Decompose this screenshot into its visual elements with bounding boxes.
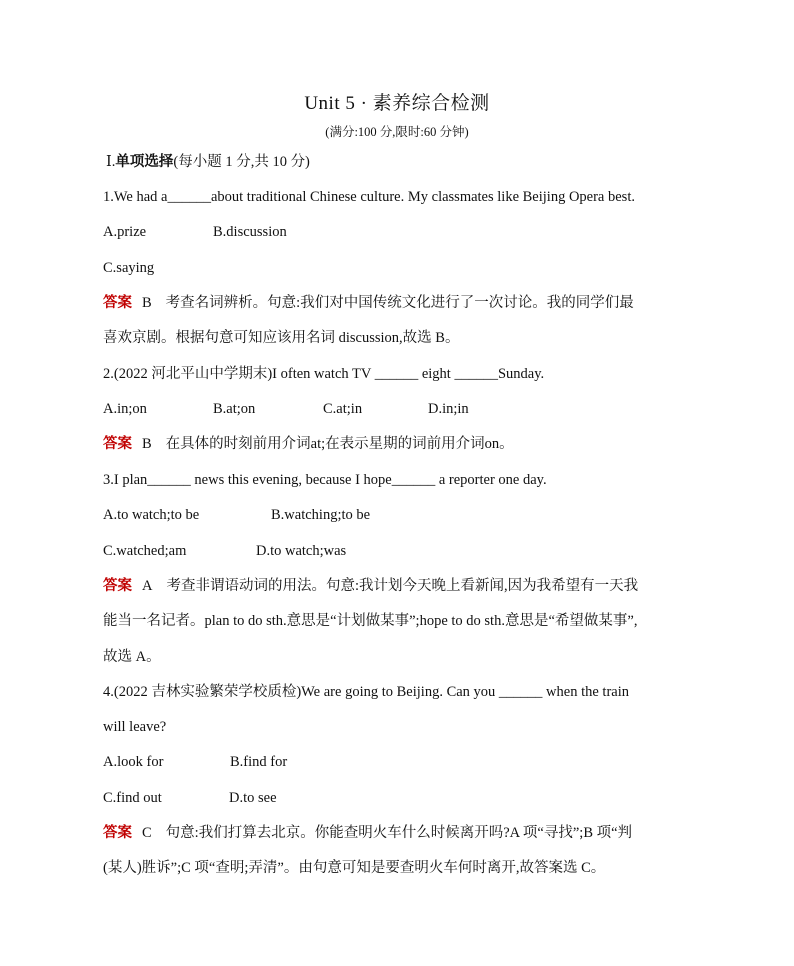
explanation-text: 考查非谓语动词的用法。句意:我计划今天晚上看新闻,因为我希望有一天我	[166, 578, 639, 594]
question-1-stem: 1.We had a______about traditional Chinese culture. My classmates like Beijing Opera best.	[103, 189, 635, 205]
answer-1-line-1	[103, 293, 634, 313]
answer-letter: C	[142, 825, 152, 841]
option-b: B.find for	[230, 754, 288, 770]
option-b: B.discussion	[213, 224, 287, 240]
question-4-options-row-1	[103, 752, 287, 772]
answer-3-line-3: 故选 A。	[103, 649, 161, 665]
question-1-options-row-2	[103, 258, 154, 278]
section-note: (每小题 1 分,共 10 分)	[173, 154, 310, 170]
explanation-text: 在具体的时刻前用介词at;在表示星期的词前用介词on。	[165, 436, 514, 452]
option-c: C.saying	[103, 260, 155, 276]
answer-letter: B	[142, 295, 152, 311]
question-2-options	[103, 399, 469, 419]
page-subtitle: (满分:100 分,限时:60 分钟)	[325, 125, 469, 139]
section-numeral: Ⅰ.	[106, 154, 116, 170]
option-a: A.in;on	[103, 401, 147, 417]
answer-4-line-1	[103, 823, 632, 843]
option-a: A.to watch;to be	[103, 507, 200, 523]
explanation-text: 句意:我们打算去北京。你能查明火车什么时候离开吗?A 项“寻找”;B 项“判	[165, 825, 633, 841]
section-title: 单项选择	[115, 154, 174, 170]
section-heading	[106, 152, 310, 172]
option-b: B.at;on	[213, 401, 256, 417]
option-a: A.prize	[103, 224, 147, 240]
answer-3-line-2: 能当一名记者。plan to do sth.意思是“计划做某事”;hope to do sth.意思是“希望做某事”,	[103, 613, 638, 629]
option-c: C.find out	[103, 790, 162, 806]
answer-letter: A	[142, 578, 153, 594]
answer-label: 答案	[103, 295, 132, 311]
question-2-stem: 2.(2022 河北平山中学期末)I often watch TV ______ eight ______Sunday.	[103, 366, 545, 382]
option-c: C.watched;am	[103, 543, 187, 559]
option-a: A.look for	[103, 754, 164, 770]
answer-1-line-2: 喜欢京剧。根据句意可知应该用名词 discussion,故选 B。	[103, 330, 460, 346]
answer-label: 答案	[103, 578, 132, 594]
question-4-stem-line-2: will leave?	[103, 719, 167, 735]
option-d: D.to see	[229, 790, 277, 806]
question-3-options-row-1	[103, 505, 370, 525]
question-3-options-row-2	[103, 541, 346, 561]
answer-label: 答案	[103, 825, 132, 841]
answer-3-line-1	[103, 576, 638, 596]
option-c: C.at;in	[323, 401, 363, 417]
page-title: Unit 5 · 素养综合检测	[304, 93, 490, 114]
question-4-stem-line-1: 4.(2022 吉林实验繁荣学校质检)We are going to Beijing. Can you ______ when the train	[103, 684, 629, 700]
option-d: D.to watch;was	[256, 543, 347, 559]
question-3-stem: 3.I plan______ news this evening, because I hope______ a reporter one day.	[103, 472, 547, 488]
option-d: D.in;in	[428, 401, 469, 417]
answer-4-line-2: (某人)胜诉”;C 项“查明;弄清”。由句意可知是要查明火车何时离开,故答案选 C。	[103, 860, 606, 876]
answer-label: 答案	[103, 436, 132, 452]
question-4-options-row-2	[103, 788, 277, 808]
explanation-text: 考查名词辨析。句意:我们对中国传统文化进行了一次讨论。我的同学们最	[165, 295, 634, 311]
option-b: B.watching;to be	[271, 507, 371, 523]
answer-letter: B	[142, 436, 152, 452]
question-1-options-row-1	[103, 222, 287, 242]
answer-2-line-1	[103, 434, 514, 454]
